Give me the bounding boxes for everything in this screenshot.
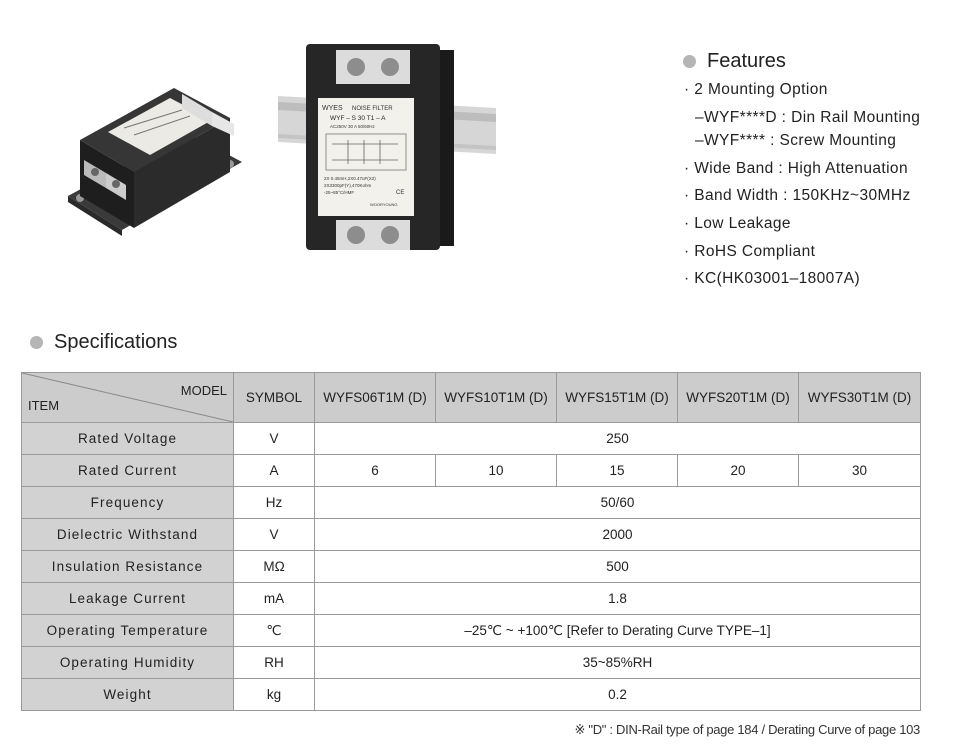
feature-item: · RoHS Compliant xyxy=(684,242,816,260)
value-cell: 250 xyxy=(315,423,921,455)
symbol-cell: V xyxy=(234,423,315,455)
model-header: WYFS10T1M (D) xyxy=(436,373,557,423)
label-rating: AC250V 30 A 50/60Hz xyxy=(330,124,375,129)
value-cell: –25℃ ~ +100℃ [Refer to Derating Curve TYPE–1] xyxy=(315,615,921,647)
label-model: WYF – S 30 T1 – A xyxy=(330,115,386,122)
label-title: NOISE FILTER xyxy=(352,106,393,112)
value-cell: 2000 xyxy=(315,519,921,551)
symbol-cell: A xyxy=(234,455,315,487)
features-title: Features xyxy=(707,50,786,72)
footnote: ※ "D" : DIN-Rail type of page 184 / Derating Curve of page 103 xyxy=(574,722,920,737)
table-row xyxy=(22,487,921,519)
table-row xyxy=(22,647,921,679)
feature-item: · Band Width : 150KHz~30MHz xyxy=(684,187,911,205)
item-cell: Dielectric Withstand xyxy=(22,519,234,551)
model-item-corner-cell xyxy=(22,373,234,423)
item-cell: Rated Current xyxy=(22,455,234,487)
model-header: WYFS20T1M (D) xyxy=(678,373,799,423)
value-cell: 500 xyxy=(315,551,921,583)
model-header: WYFS30T1M (D) xyxy=(799,373,921,423)
label-brand: WYES xyxy=(322,105,343,112)
model-header: WYFS15T1M (D) xyxy=(557,373,678,423)
symbol-cell: V xyxy=(234,519,315,551)
feature-item: –WYF**** : Screw Mounting xyxy=(695,132,897,150)
value-cell: 10 xyxy=(436,455,557,487)
table-row xyxy=(22,583,921,615)
specifications-title: Specifications xyxy=(54,331,178,353)
item-cell: Operating Temperature xyxy=(22,615,234,647)
specifications-heading xyxy=(30,331,177,354)
table-row xyxy=(22,519,921,551)
features-list xyxy=(684,80,920,297)
symbol-cell: ℃ xyxy=(234,615,315,647)
features-heading xyxy=(683,50,786,73)
feature-item: · 2 Mounting Option xyxy=(684,81,828,98)
product-photo-din-rail xyxy=(278,36,496,262)
bullet-dot-icon xyxy=(30,336,43,349)
value-cell: 30 xyxy=(799,455,921,487)
item-cell: Leakage Current xyxy=(22,583,234,615)
table-row xyxy=(22,423,921,455)
bullet-dot-icon xyxy=(683,55,696,68)
model-header: WYFS06T1M (D) xyxy=(315,373,436,423)
symbol-cell: RH xyxy=(234,647,315,679)
value-cell: 1.8 xyxy=(315,583,921,615)
symbol-cell: mA xyxy=(234,583,315,615)
table-row xyxy=(22,679,921,711)
value-cell: 50/60 xyxy=(315,487,921,519)
feature-item: · KC(HK03001–18007A) xyxy=(684,270,861,288)
corner-model-label: MODEL xyxy=(180,383,227,398)
specifications-table xyxy=(21,372,921,711)
symbol-cell: kg xyxy=(234,679,315,711)
corner-item-label: ITEM xyxy=(28,398,60,413)
table-header-row xyxy=(22,373,921,423)
label-spec-2: 2X3300pF(Y),470Kohm xyxy=(324,183,372,188)
symbol-cell: Hz xyxy=(234,487,315,519)
label-ce-mark: CE xyxy=(396,190,405,196)
label-spec-1: 2X 0.45mH,2X0.47uF(X2) xyxy=(324,176,376,181)
value-cell: 15 xyxy=(557,455,678,487)
symbol-header: SYMBOL xyxy=(234,373,315,423)
label-spec-3: -25~85°C/HMF xyxy=(324,190,355,195)
value-cell: 20 xyxy=(678,455,799,487)
value-cell: 6 xyxy=(315,455,436,487)
value-cell: 0.2 xyxy=(315,679,921,711)
table-row xyxy=(22,615,921,647)
item-cell: Weight xyxy=(22,679,234,711)
feature-item: · Wide Band : High Attenuation xyxy=(684,159,908,177)
product-photo-screw-mount xyxy=(62,80,252,240)
table-row xyxy=(22,551,921,583)
item-cell: Operating Humidity xyxy=(22,647,234,679)
feature-item: –WYF****D : Din Rail Mounting xyxy=(695,108,921,126)
value-cell: 35~85%RH xyxy=(315,647,921,679)
table-row xyxy=(22,455,921,487)
item-cell: Frequency xyxy=(22,487,234,519)
symbol-cell: MΩ xyxy=(234,551,315,583)
item-cell: Insulation Resistance xyxy=(22,551,234,583)
feature-item: · Low Leakage xyxy=(684,215,791,233)
label-maker: WOORYOUNG xyxy=(370,202,398,207)
item-cell: Rated Voltage xyxy=(22,423,234,455)
